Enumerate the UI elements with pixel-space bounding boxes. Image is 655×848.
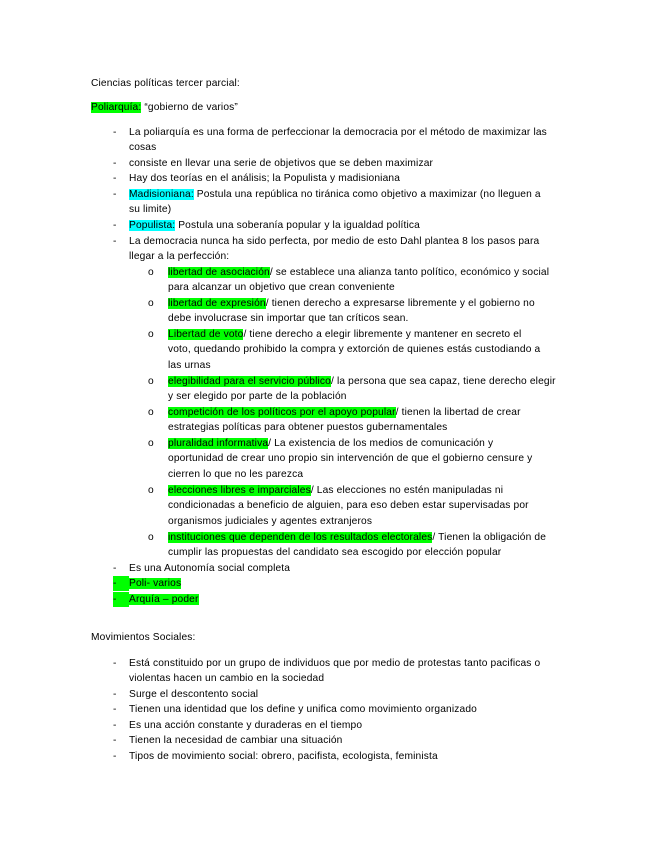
paso-item-cont: debe involucrase sin importar que tan críticos sean. (168, 313, 409, 324)
paso-item-cont: cumplir las propuestas del candidato sea escogido por elección popular (168, 547, 502, 558)
populista-term: Populista: (129, 220, 176, 231)
circle-marker: o (148, 267, 154, 278)
circle-marker: o (148, 376, 154, 387)
dash-marker: - (113, 751, 117, 762)
poliarquia-term: Poliarquía: (91, 102, 142, 113)
circle-marker: o (148, 407, 154, 418)
dash-marker: - (113, 127, 117, 138)
dash-marker: - (113, 563, 117, 574)
dash-marker: - (113, 689, 117, 700)
document-title: Ciencias políticas tercer parcial: (91, 78, 240, 89)
list-item: Hay dos teorías en el análisis; la Populista y madisioniana (129, 173, 401, 184)
paso-item: pluralidad informativa/ La existencia de los medios de comunicación y (168, 438, 494, 449)
paso-item-cont: estrategias políticas para obtener puestos gubernamentales (168, 422, 448, 433)
paso-item: libertad de expresión/ tienen derecho a expresarse libremente y el gobierno no (168, 298, 535, 309)
paso-item-cont: cierren lo que no les parezca (168, 469, 304, 480)
paso-item-cont: condicionadas a beneficio de alguien, para eso deben estar supervisadas por (168, 500, 529, 511)
list-item: La poliarquía es una forma de perfeccionar la democracia por el método de maximizar las (129, 127, 547, 138)
list-item: La democracia nunca ha sido perfecta, por medio de esto Dahl plantea 8 los pasos para (129, 236, 540, 247)
list-item: Tipos de movimiento social: obrero, pacifista, ecologista, feminista (129, 751, 438, 762)
circle-marker: o (148, 532, 154, 543)
poliarquia-quote: “gobierno de varios” (141, 102, 238, 113)
poliarquia-heading (91, 100, 238, 115)
paso-item-cont: y ser elegido por parte de la población (168, 391, 347, 402)
list-item: Está constituido por un grupo de individuos que por medio de protestas tanto pacificas o (129, 658, 541, 669)
paso-item-cont: voto, quedando prohibido la compra y extorción de quienes estás custodiando a (168, 344, 541, 355)
madisioniana-term: Madisioniana: (129, 189, 194, 200)
circle-marker: o (148, 438, 154, 449)
list-item: Es una acción constante y duraderas en el tiempo (129, 720, 363, 731)
list-item-cont: su limite) (129, 204, 172, 215)
list-item: Surge el descontento social (129, 689, 259, 700)
list-item-cont: violentas hacen un cambio en la sociedad (129, 673, 325, 684)
dash-marker: - (113, 735, 117, 746)
paso-item: Libertad de voto/ tiene derecho a elegir libremente y mantener en secreto el (168, 329, 522, 340)
circle-marker: o (148, 298, 154, 309)
circle-marker: o (148, 329, 154, 340)
list-item: Madisioniana: Postula una república no tiránica como objetivo a maximizar (no lleguen a (129, 189, 541, 200)
paso-item: elecciones libres e imparciales/ Las elecciones no estén manipuladas ni (168, 485, 504, 496)
movimientos-heading: Movimientos Sociales: (91, 632, 196, 643)
list-item-cont: llegar a la perfección: (129, 251, 230, 262)
dash-marker: - (113, 658, 117, 669)
dash-marker: - (113, 720, 117, 731)
list-item: Arquía – poder (129, 594, 199, 605)
dash-marker-highlighted: - (113, 592, 129, 607)
paso-item-cont: oportunidad de crear uno propio sin intervención de que el gobierno censure y (168, 453, 533, 464)
paso-item: competición de los políticos por el apoyo popular/ tienen la libertad de crear (168, 407, 521, 418)
list-item: Es una Autonomía social completa (129, 563, 291, 574)
dash-marker: - (113, 189, 117, 200)
circle-marker: o (148, 485, 154, 496)
list-item: Tienen una identidad que los define y unifica como movimiento organizado (129, 704, 477, 715)
paso-item-cont: organismos judiciales y agentes extranjeros (168, 516, 373, 527)
list-item: Poli- varios (129, 578, 182, 589)
dash-marker: - (113, 158, 117, 169)
paso-item-cont: para alcanzar un objetivo que crean conveniente (168, 282, 395, 293)
list-item: consiste en llevar una serie de objetivos que se deben maximizar (129, 158, 434, 169)
dash-marker-highlighted: - (113, 576, 129, 591)
dash-marker: - (113, 704, 117, 715)
list-item: Populista: Postula una soberanía popular y la igualdad política (129, 220, 420, 231)
paso-item-cont: las urnas (168, 360, 211, 371)
dash-marker: - (113, 220, 117, 231)
paso-item: elegibilidad para el servicio público/ la persona que sea capaz, tiene derecho elegir (168, 376, 556, 387)
list-item-cont: cosas (129, 142, 157, 153)
paso-item: libertad de asociación/ se establece una alianza tanto político, económico y social (168, 267, 550, 278)
dash-marker: - (113, 173, 117, 184)
list-item: Tienen la necesidad de cambiar una situación (129, 735, 343, 746)
paso-item: instituciones que dependen de los resultados electorales/ Tienen la obligación de (168, 532, 547, 543)
dash-marker: - (113, 236, 117, 247)
